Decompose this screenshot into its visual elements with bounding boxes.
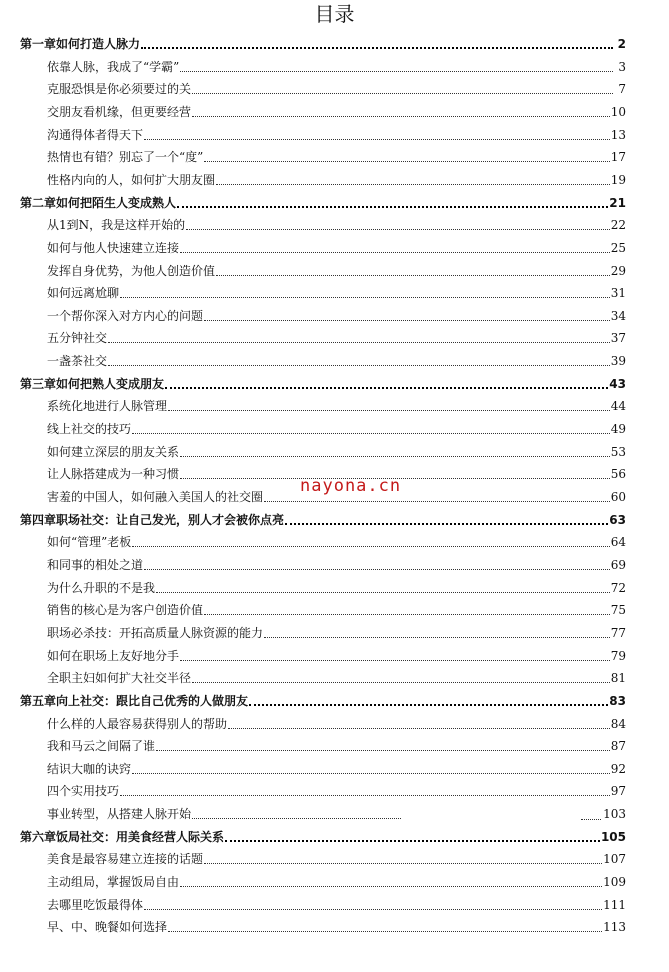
- toc-entry-title: 主动组局，掌握饭局自由: [47, 875, 180, 890]
- toc-section-row[interactable]: [47, 803, 626, 825]
- toc-section-row[interactable]: [47, 577, 626, 599]
- toc-chapter-row[interactable]: [20, 33, 626, 55]
- dot-leader: [165, 386, 608, 389]
- toc-section-row[interactable]: [47, 124, 626, 146]
- toc-page-number: 44: [610, 399, 626, 414]
- toc-page-number: 72: [610, 580, 626, 595]
- toc-entry-title: 全职主妇如何扩大社交半径: [47, 671, 192, 686]
- toc-section-row[interactable]: [47, 101, 626, 123]
- toc-entry-title: 一盏茶社交: [47, 354, 108, 369]
- toc-section-row[interactable]: [47, 599, 626, 621]
- toc-section-row[interactable]: [47, 894, 626, 916]
- dot-leader: [204, 862, 602, 864]
- toc-section-row[interactable]: [47, 531, 626, 553]
- toc-page-number: 105: [600, 829, 626, 844]
- toc-page-number: 49: [610, 422, 626, 437]
- toc-page-number: 69: [610, 557, 626, 572]
- toc-entry-title: 如何建立深层的朋友关系: [47, 444, 180, 459]
- dot-leader: [132, 772, 610, 774]
- toc-section-row[interactable]: [47, 282, 626, 304]
- dot-leader: [120, 794, 610, 796]
- dot-leader: [264, 500, 610, 502]
- dot-leader: [144, 908, 602, 910]
- toc-entry-title: 让人脉搭建成为一种习惯: [47, 467, 180, 482]
- dot-leader: [180, 885, 602, 887]
- toc-entry-title: 美食是最容易建立连接的话题: [47, 852, 204, 867]
- toc-page-number: 25: [610, 240, 626, 255]
- toc-page-number: 56: [610, 467, 626, 482]
- toc-page-number: 113: [603, 920, 626, 935]
- toc-section-row[interactable]: [47, 214, 626, 236]
- toc-entry-title: 克服恐惧是你必须要过的关: [47, 82, 192, 97]
- toc-entry-title: 早、中、晚餐如何选择: [47, 920, 168, 935]
- dot-leader: [216, 274, 610, 276]
- toc-entry-title: 性格内向的人，如何扩大朋友圈: [47, 172, 216, 187]
- toc-entry-title: 第五章向上社交：跟比自己优秀的人做朋友: [20, 693, 249, 708]
- toc-page-number: 75: [610, 603, 626, 618]
- toc-entry-title: 五分钟社交: [47, 331, 108, 346]
- dot-leader: [132, 432, 610, 434]
- toc-section-row[interactable]: [47, 735, 626, 757]
- toc-page-number: 3: [618, 59, 626, 74]
- toc-section-row[interactable]: [47, 237, 626, 259]
- toc-entry-title: 交朋友看机缘，但更要经营: [47, 104, 192, 119]
- toc-entry-title: 如何“管理”老板: [47, 535, 132, 550]
- toc-entry-title: 第二章如何把陌生人变成熟人: [20, 195, 177, 210]
- dot-leader: [144, 138, 610, 140]
- dot-leader: [192, 681, 610, 683]
- toc-entry-title: 系统化地进行人脉管理: [47, 399, 168, 414]
- dot-leader: [186, 228, 610, 230]
- dot-leader: [132, 545, 609, 547]
- toc-page-number: 7: [618, 82, 626, 97]
- dot-leader: [204, 613, 610, 615]
- toc-section-row[interactable]: [47, 645, 626, 667]
- toc-page-number: 17: [610, 150, 626, 165]
- toc-page-number: 29: [610, 263, 626, 278]
- toc-entry-title: 第三章如何把熟人变成朋友: [20, 376, 165, 391]
- toc-entry-title: 职场必杀技：开拓高质量人脉资源的能力: [47, 625, 264, 640]
- toc-page-number: 60: [610, 490, 626, 504]
- dot-leader: [285, 522, 608, 525]
- toc-page-number: 107: [603, 852, 626, 867]
- toc-chapter-row[interactable]: [20, 509, 626, 531]
- toc-entry-title: 如何远离尬聊: [47, 286, 120, 301]
- toc-page-number: 43: [609, 376, 626, 391]
- toc-entry-title: 如何在职场上友好地分手: [47, 648, 180, 663]
- toc-page-number: 53: [610, 444, 626, 459]
- toc-section-row[interactable]: [47, 758, 626, 780]
- dot-leader: [204, 160, 609, 162]
- toc-section-row[interactable]: [47, 395, 626, 417]
- toc-page-number: 64: [610, 535, 626, 550]
- toc-section-row[interactable]: [47, 916, 626, 938]
- toc-page-number: 63: [609, 512, 626, 527]
- dot-leader: [264, 636, 610, 638]
- toc-section-row[interactable]: [47, 441, 626, 463]
- toc-page-number: 31: [610, 286, 626, 301]
- dot-leader: [180, 251, 610, 253]
- toc-section-row[interactable]: [47, 871, 626, 893]
- toc-page-number: 87: [610, 739, 626, 754]
- toc-section-row[interactable]: [47, 78, 626, 100]
- toc-chapter-row[interactable]: [20, 373, 626, 395]
- toc-page-number: 81: [610, 671, 626, 686]
- toc-chapter-row[interactable]: [20, 826, 626, 848]
- dot-leader: [180, 455, 610, 457]
- toc-entry-title: 热情也有错？别忘了一个“度”: [47, 150, 204, 165]
- toc-page-number: 83: [609, 693, 626, 708]
- dot-leader: [108, 341, 610, 343]
- dot-leader: [168, 409, 610, 411]
- dot-leader: [249, 703, 608, 706]
- dot-leader: [581, 818, 601, 820]
- toc-entry-title: 我和马云之间隔了谁: [47, 739, 156, 754]
- toc-page-number: 21: [609, 195, 626, 210]
- toc-entry-title: 线上社交的技巧: [47, 422, 132, 437]
- dot-leader: [156, 591, 610, 593]
- dot-leader: [204, 319, 610, 321]
- toc-section-row[interactable]: [47, 56, 626, 78]
- toc-entry-title: 去哪里吃饭最得体: [47, 897, 144, 912]
- toc-entry-title: 四个实用技巧: [47, 784, 120, 799]
- toc-entry-title: 第一章如何打造人脉力: [20, 37, 141, 51]
- dot-leader: [141, 46, 613, 49]
- toc-entry-title: 第六章饭局社交：用美食经营人际关系: [20, 829, 225, 844]
- toc-section-row[interactable]: [47, 169, 626, 191]
- toc-entry-title: 沟通得体者得天下: [47, 127, 144, 142]
- toc-entry-title: 销售的核心是为客户创造价值: [47, 603, 204, 618]
- toc-section-row[interactable]: [47, 327, 626, 349]
- dot-leader: [156, 749, 610, 751]
- toc-page-number: 103: [603, 807, 626, 822]
- dot-leader: [192, 115, 610, 117]
- dot-leader: [216, 183, 610, 185]
- toc-page-number: 37: [610, 331, 626, 346]
- toc-entry-title: 害羞的中国人，如何融入美国人的社交圈: [47, 490, 264, 504]
- toc-page-number: 34: [610, 308, 626, 323]
- toc-section-row[interactable]: [47, 622, 626, 644]
- dot-leader: [228, 727, 610, 729]
- toc-page-number: 19: [610, 172, 626, 187]
- toc-page-number: 111: [603, 897, 626, 912]
- toc-page-number: 97: [610, 784, 626, 799]
- toc-page-number: 79: [610, 648, 626, 663]
- toc-section-row[interactable]: [47, 848, 626, 870]
- toc-entry-title: 为什么升职的不是我: [47, 580, 156, 595]
- dot-leader: [144, 568, 610, 570]
- dot-leader: [192, 817, 401, 819]
- page-title: 目录: [314, 2, 355, 26]
- toc-entry-title: 第四章职场社交：让自己发光，别人才会被你点亮: [20, 512, 285, 527]
- toc-page-number: 84: [610, 716, 626, 731]
- toc-page-number: 39: [610, 354, 626, 369]
- watermark: nayona.cn: [300, 476, 402, 496]
- toc-entry-title: 结识大咖的诀窍: [47, 761, 132, 776]
- toc-section-row[interactable]: [47, 260, 626, 282]
- toc-chapter-row[interactable]: [20, 690, 626, 712]
- toc-page-number: 13: [610, 127, 626, 142]
- dot-leader: [225, 839, 600, 842]
- toc-entry-title: 发挥自身优势，为他人创造价值: [47, 263, 216, 278]
- dot-leader: [180, 70, 613, 72]
- dot-leader: [180, 659, 610, 661]
- toc-page-number: 77: [610, 625, 626, 640]
- toc-entry-title: 从1到N，我是这样开始的: [47, 218, 186, 233]
- toc-section-row[interactable]: [47, 418, 626, 440]
- toc-chapter-row[interactable]: [20, 192, 626, 214]
- toc-entry-title: 如何与他人快速建立连接: [47, 240, 180, 255]
- toc-section-row[interactable]: [47, 554, 626, 576]
- toc-page-number: 22: [610, 218, 626, 233]
- toc-entry-title: 一个帮你深入对方内心的问题: [47, 308, 204, 323]
- toc-section-row[interactable]: [47, 305, 626, 327]
- toc-entry-title: 什么样的人最容易获得别人的帮助: [47, 716, 228, 731]
- toc-entry-title: 事业转型，从搭建人脉开始: [47, 807, 192, 822]
- toc-page-number: 109: [603, 875, 626, 890]
- toc-section-row[interactable]: [47, 713, 626, 735]
- dot-leader: [192, 92, 613, 94]
- toc-section-row[interactable]: [47, 780, 626, 802]
- toc-entry-title: 依靠人脉，我成了“学霸”: [47, 59, 180, 74]
- dot-leader: [168, 930, 602, 932]
- toc-page-number: 2: [617, 37, 626, 51]
- dot-leader: [120, 296, 610, 298]
- toc-section-row[interactable]: [47, 350, 626, 372]
- toc-section-row[interactable]: [47, 667, 626, 689]
- dot-leader: [108, 364, 610, 366]
- dot-leader: [177, 205, 608, 208]
- toc-page-number: 92: [610, 761, 626, 776]
- toc-page-number: 10: [610, 104, 626, 119]
- toc-entry-title: 和同事的相处之道: [47, 557, 144, 572]
- toc-section-row[interactable]: [47, 146, 626, 168]
